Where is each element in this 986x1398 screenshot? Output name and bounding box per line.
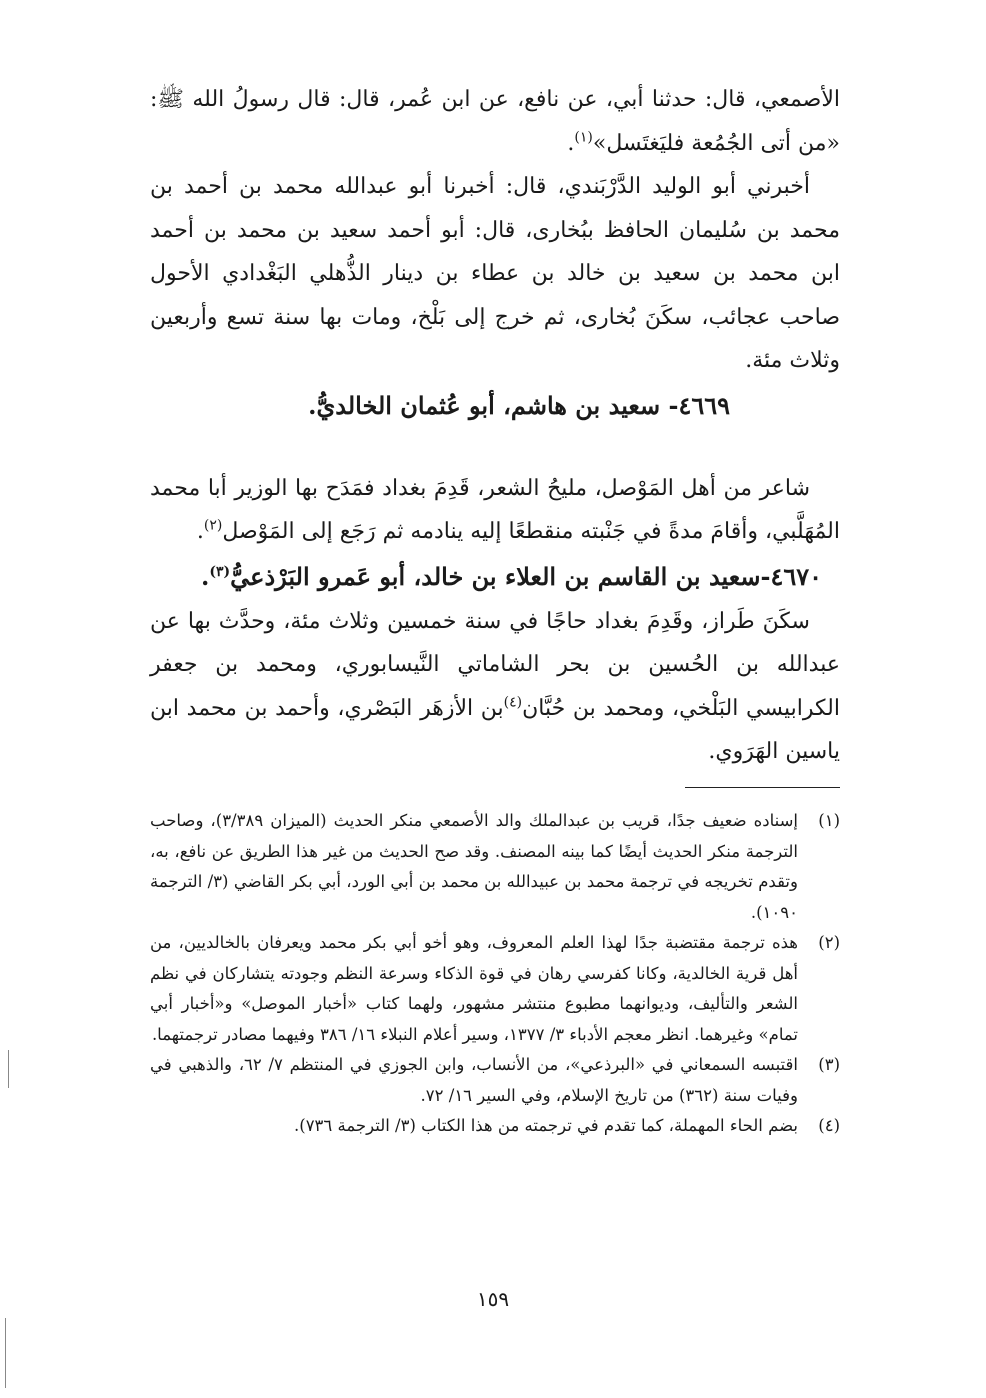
footnote-number: (٣) <box>818 1055 840 1074</box>
paragraph-hadith: الأصمعي، قال: حدثنا أبي، عن نافع، عن ابن عُمر، قال: قال رسولُ الله ﷺ: «من أتى الجُمُعة فليَغتَسل»$^{(١)}$. <box>150 87 840 156</box>
footnote-divider <box>685 787 840 788</box>
spacer <box>150 429 840 467</box>
paragraph-entry-4670: سكَنَ طَراز، وقَدِمَ بغداد حاجًا في سنة خمسين وثلاث مئة، وحدَّث بها عن عبدالله بن الحُسين بن بحر الشاماتي النَّيسابوري، ومحمد بن جعفر الكرابيسي البَلْخي، ومحمد بن حُبَّان$^{(٤)}$بن الأزهَر البَصْري، وأحمد بن محمد ابن ياسين الهَرَوي. <box>150 608 840 764</box>
page-number: ١٥٩ <box>476 1287 510 1311</box>
footnote-text: إسناده ضعيف جدًا، قريب بن عبدالملك والد الأصمعي منكر الحديث (الميزان ٣/٣٨٩)، وصاحب الترجمة منكر الحديث أيضًا كما بينه المصنف. وقد صح الحديث من غير هذا الطريق عن نافع، به، وتقدم تخريجه في ترجمة محمد بن عبيدالله بن محمد بن أبي الورد، أبي بكر القاضي (٣/ الترجمة ١٠٩٠). <box>150 811 799 922</box>
paragraph-entry-4669: شاعر من أهل المَوْصل، مليحُ الشعر، قَدِمَ بغداد فمَدَح بها الوزير أبا محمد المُهَلَّبي، وأقامَ مدةً في جَنْبته منقطعًا إليه ينادمه ثم رَجَع إلى المَوْصل$^{(٢)}$. <box>150 475 840 544</box>
footnote-text: اقتبسه السمعاني في «البرذعي»، من الأنساب، وابن الجوزي في المنتظم ٧/ ٦٢، والذهبي في وفيات سنة (٣٦٢) من تاريخ الإسلام، وفي السير ١٦/ ٧٢. <box>150 1055 798 1105</box>
entry-heading-4669: ٤٦٦٩- سعيد بن هاشم، أبو عُثمان الخالديُّ. <box>308 390 730 420</box>
footnote-number: (٢) <box>818 933 840 952</box>
footnote-ref-1[interactable]: (١) <box>574 129 593 146</box>
footnote-ref-3[interactable]: (٣) <box>209 563 231 580</box>
scan-edge-mark <box>8 1050 9 1088</box>
main-text <box>150 78 840 774</box>
scan-edge-mark <box>5 1318 6 1388</box>
footnote-number: (٤) <box>818 1116 840 1135</box>
paragraph-isnad: أخبرني أبو الوليد الدَّرْبَندي، قال: أخبرنا أبو عبدالله محمد بن أحمد بن محمد بن سُليمان الحافظ ببُخارى، قال: أبو أحمد سعيد بن محمد بن أحمد ابن محمد بن سعيد بن خالد بن عطاء بن دينار الذُّهلي البَغْدادي الأحول صاحب عجائب، سكَنَ بُخارى، ثم خرج إلى بَلْخ، ومات بها سنة تسع وأربعين وثلاث مئة. <box>150 174 840 373</box>
footnotes <box>150 806 840 1142</box>
footnote-2 <box>150 928 840 1050</box>
footnote-number: (١) <box>818 811 840 830</box>
entry-heading-4670: ٤٦٧٠-سعيد بن القاسم بن العلاء بن خالد، أبو عَمرو البَرْذعيُّ$^{(٣)}$. <box>201 561 822 591</box>
footnote-text: هذه ترجمة مقتضبة جدًا لهذا العلم المعروف، وهو أخو أبي بكر محمد ويعرفان بالخالديين، من أهل قرية الخالدية، وكانا كفرسي رهان في قوة الذكاء وسرعة النظم وجودته يتشاركان في نظم الشعر والتأليف، وديوانهما مطبوع منتشر مشهور، ولهما كتاب «أخبار الموصل» و«أخبار أبي تمام» وغيرهما. انظر معجم الأدباء ٣/ ١٣٧٧، وسير أعلام النبلاء ١٦/ ٣٨٦ وفيهما مصادر ترجمتهما. <box>150 933 798 1044</box>
footnote-text: بضم الحاء المهملة، كما تقدم في ترجمته من هذا الكتاب (٣/ الترجمة ٧٣٦). <box>294 1116 798 1135</box>
footnote-3 <box>150 1050 840 1111</box>
footnote-1 <box>150 806 840 928</box>
footnote-ref-4[interactable]: (٤) <box>503 694 523 711</box>
footnote-4 <box>150 1111 840 1142</box>
footnote-ref-2[interactable]: (٢) <box>203 517 223 534</box>
